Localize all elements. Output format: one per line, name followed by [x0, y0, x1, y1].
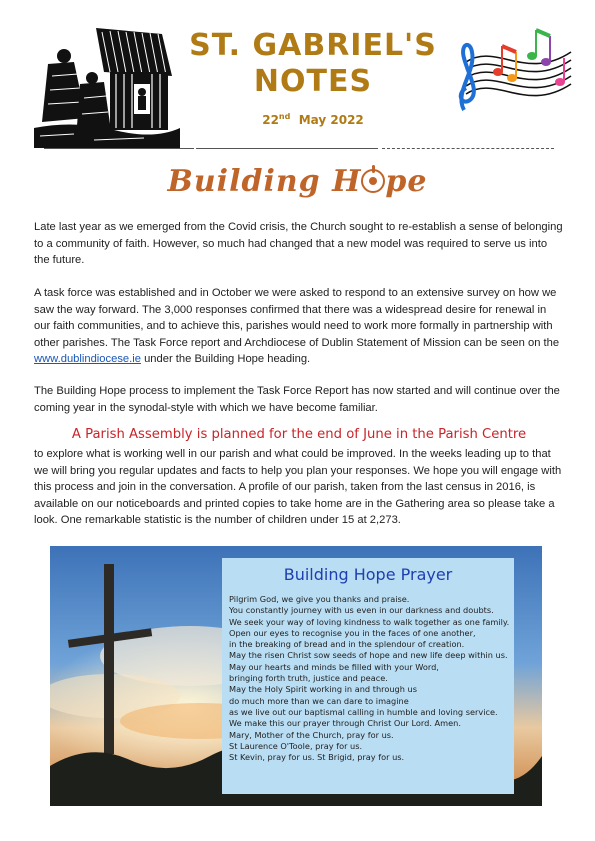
diocese-link[interactable]: www.dublindiocese.ie — [34, 353, 141, 365]
date-day: 22 — [262, 113, 279, 127]
date-rest: May 2022 — [298, 113, 364, 127]
title-line-2: NOTES — [253, 64, 373, 99]
prayer-line: as we live out our baptismal calling in humble and loving service. — [229, 706, 498, 717]
paragraph-process: The Building Hope process to implement the Task Force Report has now started and will continue over the coming year in the synodal-style with which we have become familiar. — [34, 385, 560, 414]
parish-assembly-heading: A Parish Assembly is planned for the end of June in the Parish Centre — [71, 427, 527, 442]
paragraph-intro: Late last year as we emerged from the Covid crisis, the Church sought to re-establish a sense of belonging to a community of faith. However, so much had changed that a new model was required to serve us into the future. — [34, 221, 563, 266]
heading-part-1: Building H — [167, 164, 362, 199]
heading-part-2: pe — [385, 164, 428, 199]
building-hope-heading — [0, 164, 595, 199]
prayer-line: bringing forth truth, justice and peace. — [229, 673, 388, 684]
prayer-line: May the risen Christ sow seeds of hope and new life deep within us. — [229, 650, 508, 661]
date-suffix: nd — [278, 112, 291, 121]
prayer-line: You constantly journey with us even in our darkness and doubts. — [229, 605, 494, 616]
prayer-line: do much more than we can dare to imagine — [229, 695, 409, 706]
prayer-line: May our hearts and minds be filled with your Word, — [229, 661, 439, 672]
divider-line — [196, 148, 378, 149]
prayer-line: St Laurence O'Toole, pray for us. — [229, 740, 363, 751]
title-line-1: ST. GABRIEL'S — [189, 28, 437, 63]
woodcut-illustration — [34, 18, 180, 148]
prayer-line: St Kevin, pray for us. St Brigid, pray for us. — [229, 752, 405, 763]
paragraph-assembly: to explore what is working well in our parish and what could be improved. In the weeks leading up to that we will bring you regular updates and facts to help you plan your responses. We hope you will engage with this process and join in the conversation. A profile of our parish, taken from the last census in 2016, is available on our noticeboards and printed copies to take home are in the Gathering area so please take a look. One remarkable statistic is the number of children under 15 at 2,273. — [34, 448, 562, 526]
prayer-line: We make this our prayer through Christ Our Lord. Amen. — [229, 718, 461, 729]
newsletter-title — [180, 28, 446, 100]
issue-date — [180, 112, 446, 127]
paragraph-text: under the Building Hope heading. — [140, 353, 311, 365]
music-notes-illustration — [446, 22, 576, 122]
prayer-line: in the breaking of bread and in the splendour of creation. — [229, 639, 465, 650]
prayer-line: Pilgrim God, we give you thanks and praise. — [229, 594, 410, 604]
divider-line — [44, 148, 194, 149]
paragraph-task-force — [34, 285, 564, 368]
hope-o-icon — [361, 169, 385, 193]
paragraph-text: A task force was established and in October we were asked to respond to an extensive survey on how we saw the way forward. The 3,000 responses confirmed that there was a widespread desire for renewal in our faith communities, and to achieve this, parishes would need to work more formally in partnership with other parishes. The Task Force report and Archdiocese of Dublin Statement of Mission can be seen on the — [34, 287, 560, 349]
prayer-text — [229, 594, 511, 763]
prayer-line: Mary, Mother of the Church, pray for us. — [229, 729, 394, 740]
divider-line — [382, 148, 554, 149]
prayer-line: We seek your way of loving kindness to walk together as one family. — [229, 616, 510, 627]
prayer-title: Building Hope Prayer — [283, 565, 453, 584]
prayer-line: Open our eyes to recognise you in the faces of one another, — [229, 627, 476, 638]
prayer-line: May the Holy Spirit working in and through us — [229, 684, 417, 695]
